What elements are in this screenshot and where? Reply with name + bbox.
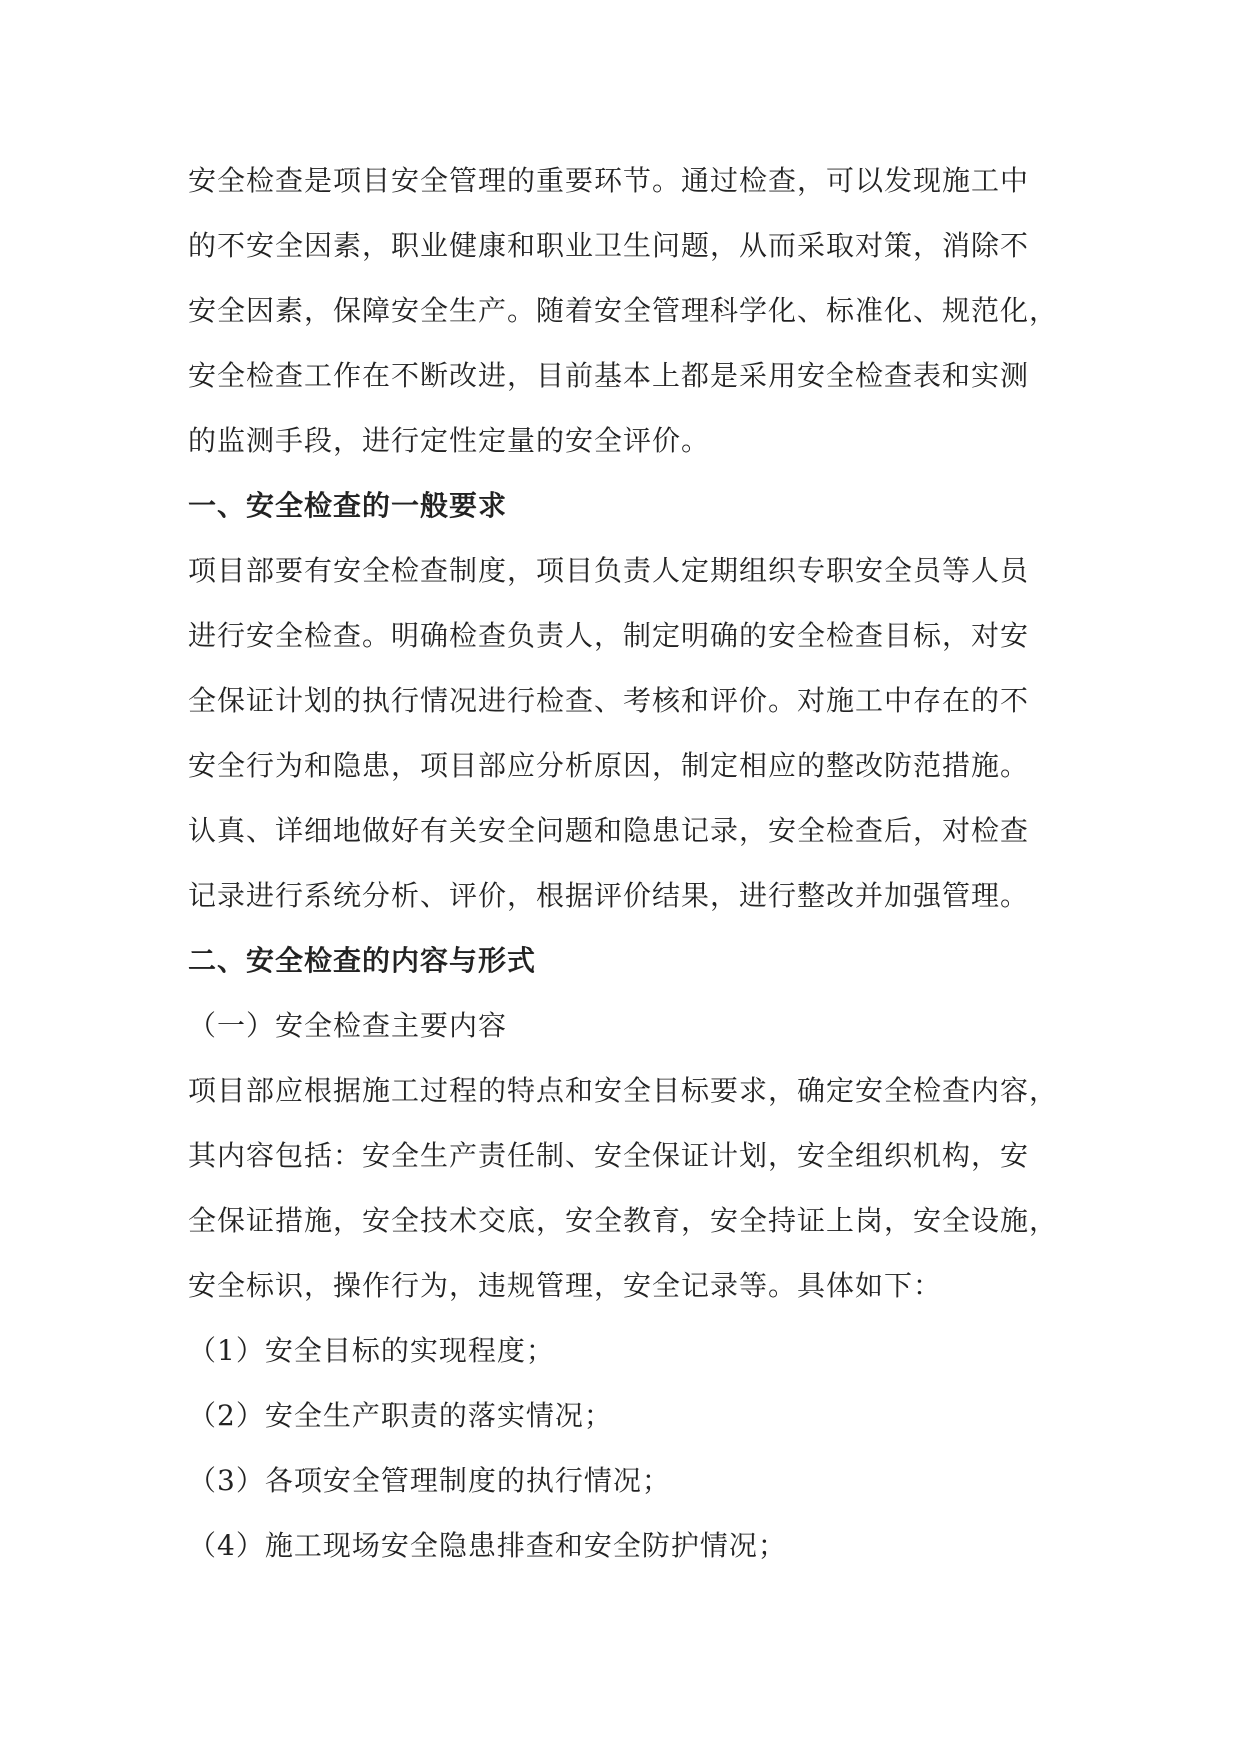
paragraph-line: 全保证措施，安全技术交底，安全教育，安全持证上岗，安全设施， [188,1204,1059,1237]
paragraph-line: 安全因素，保障安全生产。随着安全管理科学化、标准化、规范化， [188,294,1059,327]
paragraph-line: 安全行为和隐患，项目部应分析原因，制定相应的整改防范措施。 [188,749,1030,782]
paragraph-line: 的不安全因素，职业健康和职业卫生问题，从而采取对策，消除不 [188,229,1030,262]
paragraph-line: 其内容包括：安全生产责任制、安全保证计划，安全组织机构，安 [188,1139,1030,1172]
intro-paragraph [188,148,1058,473]
subsection-heading: （一）安全检查主要内容 [188,1009,508,1042]
paragraph-line: 安全检查是项目安全管理的重要环节。通过检查，可以发现施工中 [188,164,1030,197]
paragraph-line: 记录进行系统分析、评价，根据评价结果，进行整改并加强管理。 [188,879,1030,912]
paragraph-line: 的监测手段，进行定性定量的安全评价。 [188,424,711,457]
paragraph-line: 项目部要有安全检查制度，项目负责人定期组织专职安全员等人员 [188,554,1030,587]
section-1-paragraph [188,538,1058,928]
paragraph-line: 项目部应根据施工过程的特点和安全目标要求，确定安全检查内容， [188,1074,1059,1107]
paragraph-line: 进行安全检查。明确检查负责人，制定明确的安全检查目标，对安 [188,619,1030,652]
paragraph-line: 安全检查工作在不断改进，目前基本上都是采用安全检查表和实测 [188,359,1030,392]
document-body [188,148,1058,1578]
section-heading-2: 二、安全检查的内容与形式 [188,944,537,977]
list-item: （1）安全目标的实现程度； [188,1334,555,1367]
list-item: （2）安全生产职责的落实情况； [188,1399,613,1432]
section-2-paragraph [188,1058,1058,1318]
content-list [188,1318,1058,1578]
list-item: （3）各项安全管理制度的执行情况； [188,1464,671,1497]
paragraph-line: 全保证计划的执行情况进行检查、考核和评价。对施工中存在的不 [188,684,1030,717]
paragraph-line: 认真、详细地做好有关安全问题和隐患记录，安全检查后，对检查 [188,814,1030,847]
paragraph-line: 安全标识，操作行为，违规管理，安全记录等。具体如下： [188,1269,943,1302]
list-item: （4）施工现场安全隐患排查和安全防护情况； [188,1529,787,1562]
section-heading-1: 一、安全检查的一般要求 [188,489,508,522]
